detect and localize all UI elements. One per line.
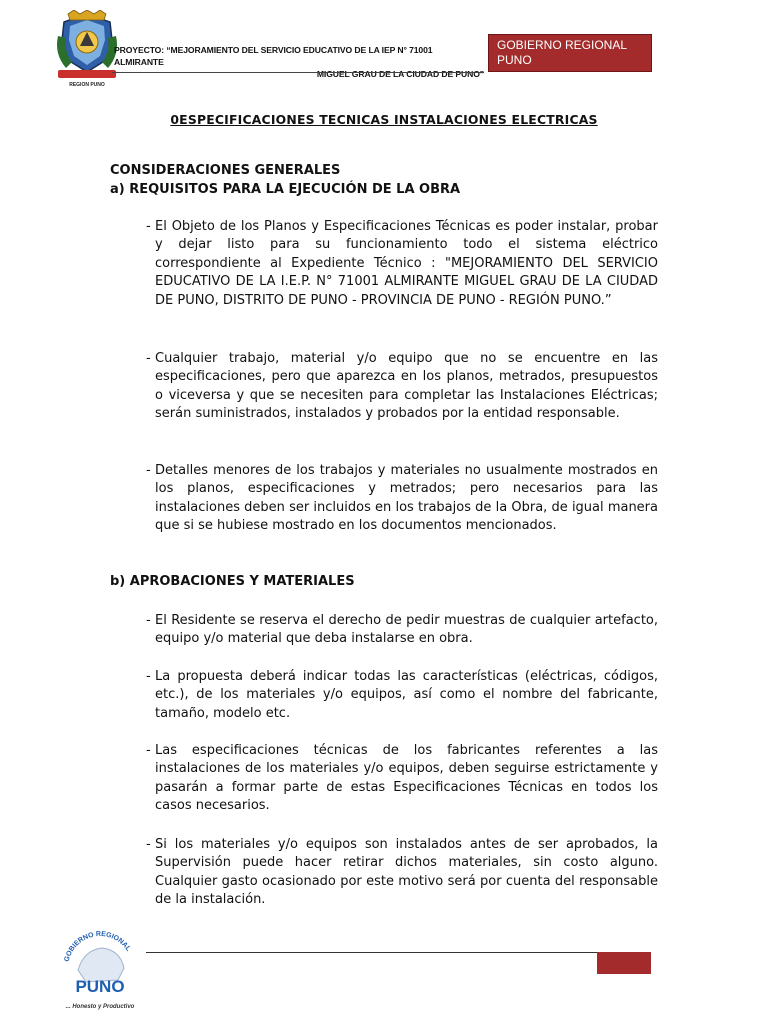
list-dash: - — [146, 351, 151, 366]
gobierno-regional-puno-logo-icon — [58, 930, 142, 1018]
footer-divider — [146, 952, 602, 953]
project-line-2: MIGUEL GRAU DE LA CIUDAD DE PUNO” — [316, 69, 484, 79]
list-item-text: Si los materiales y/o equipos son instalados antes de ser aprobados, la Supervisión puede hacer retirar dichos materiales, sin costo alguno. Cualquier gasto ocasionado por este motivo será por cuenta del responsable de la instalación. — [155, 837, 658, 908]
list-item-text: La propuesta deberá indicar todas las características (eléctricas, códigos, etc.), de los materiales y/o equipos, así como el nombre del fabricante, tamaño, modelo etc. — [155, 669, 658, 721]
document-title-text: 0ESPECIFICACIONES TECNICAS INSTALACIONES ELECTRICAS — [170, 112, 598, 127]
logo-arc-text: GOBIERNO REGIONAL — [63, 930, 132, 963]
list-item-text: Detalles menores de los trabajos y materiales no usualmente mostrados en los planos, especificaciones y metrados; pero necesarios para las instalaciones deben ser incluidos en los trabajos de la Obra, de igual manera que si se hubiese mostrado en los documentos mencionados. — [155, 463, 658, 534]
list-item — [146, 668, 658, 723]
list-dash: - — [146, 743, 151, 758]
government-line-2: PUNO — [497, 53, 532, 67]
list-dash: - — [146, 837, 151, 852]
project-line-1: PROYECTO: “MEJORAMIENTO DEL SERVICIO EDUCATIVO DE LA IEP N° 71001 ALMIRANTE — [114, 45, 433, 67]
footer-accent-box — [597, 952, 651, 974]
government-line-1: GOBIERNO REGIONAL — [497, 38, 628, 52]
list-item — [146, 218, 658, 310]
document-title — [0, 112, 768, 127]
list-item — [146, 350, 658, 424]
list-item — [146, 612, 658, 649]
list-dash: - — [146, 219, 151, 234]
list-item-text: Cualquier trabajo, material y/o equipo que no se encuentre en las especificaciones, pero que aparezca en los planos, metrados, presupuestos o viceversa y que se necesiten para completar las Instalaciones Eléctricas; serán suministrados, instalados y probados por la entidad responsable. — [155, 351, 658, 422]
list-dash: - — [146, 613, 151, 628]
section-heading-a: a) REQUISITOS PARA LA EJECUCIÓN DE LA OBRA — [110, 182, 461, 197]
project-header — [112, 44, 484, 80]
list-item — [146, 836, 658, 910]
list-dash: - — [146, 669, 151, 684]
logo-puno-text: PUNO — [75, 977, 125, 996]
list-item — [146, 462, 658, 536]
crest-caption: REGION PUNO — [69, 82, 105, 88]
logo-tagline: ... Honesto y Productivo — [65, 1004, 135, 1010]
header-divider — [112, 72, 484, 73]
list-item-text: El Residente se reserva el derecho de pedir muestras de cualquier artefacto, equipo y/o material que deba instalarse en obra. — [155, 613, 658, 647]
government-badge — [488, 34, 652, 72]
list-item — [146, 742, 658, 816]
section-heading-general: CONSIDERACIONES GENERALES — [110, 163, 341, 178]
list-item-text: El Objeto de los Planos y Especificaciones Técnicas es poder instalar, probar y dejar listo para su funcionamiento todo el sistema eléctrico correspondiente al Expediente Técnico : "MEJORAMIENTO DEL SERVICIO EDUCATIVO DE LA I.E.P. N° 71001 ALMIRANTE MIGUEL GRAU DE LA CIUDAD DE PUNO, DISTRITO DE PUNO - PROVINCIA DE PUNO - REGIÓN PUNO.” — [155, 219, 658, 308]
list-dash: - — [146, 463, 151, 478]
section-heading-b: b) APROBACIONES Y MATERIALES — [110, 574, 355, 589]
list-item-text: Las especificaciones técnicas de los fabricantes referentes a las instalaciones de los materiales y/o equipos, deben seguirse estrictamente y pasarán a formar parte de estas Especificaciones Técnicas en todos los casos necesarios. — [155, 743, 658, 814]
